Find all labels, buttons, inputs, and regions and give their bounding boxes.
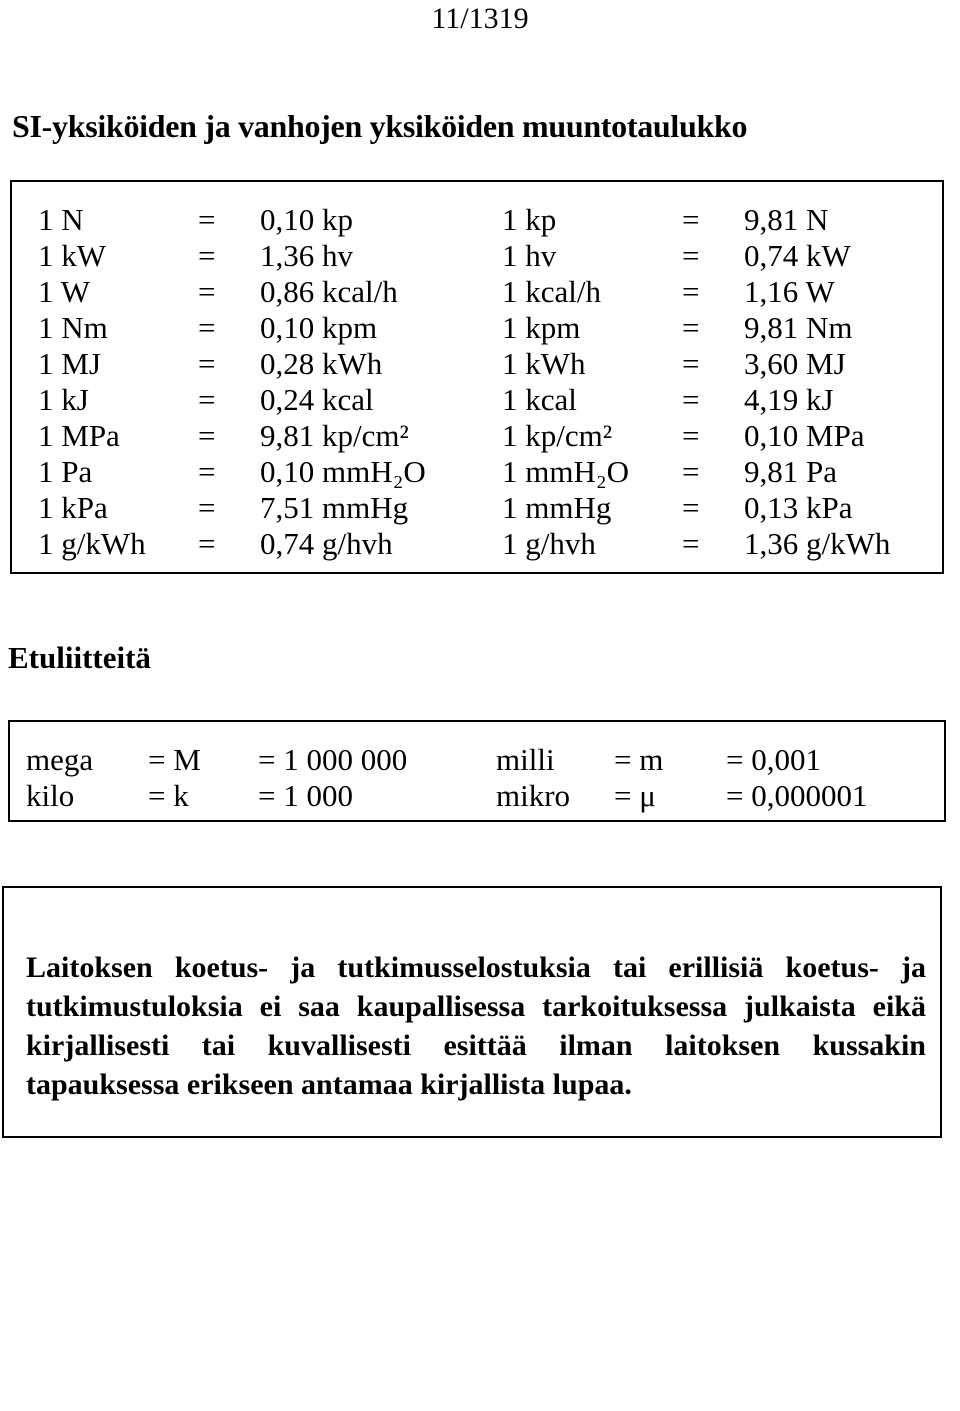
prefix-value: = 1 000 000 (258, 742, 408, 777)
prefix-symbol: = M (148, 742, 201, 777)
to-value: 0,74 g/hvh (260, 526, 393, 561)
equals-sign: = (198, 490, 216, 525)
equals-sign: = (198, 526, 216, 561)
from-unit: 1 Pa (38, 454, 93, 489)
from-unit-old: 1 kpm (502, 310, 581, 345)
copyright-notice: Laitoksen koetus- ja tutkimusselostuksia tai erillisiä koetus- ja tutkimustuloksia ei saa kaupallisessa tarkoituksessa julkaista eikä kirjallisesti tai kuvallisesti esittää ilman laitoksen kussakin tapauksessa erikseen antamaa kirjallista lupaa. (26, 951, 926, 1101)
to-value-si: 9,81 N (744, 202, 829, 237)
prefix-symbol: = m (614, 742, 664, 777)
to-value: 0,24 kcal (260, 382, 374, 417)
equals-sign: = (198, 382, 216, 417)
from-unit: 1 W (38, 274, 90, 309)
from-unit-old: 1 mmH₂O (502, 454, 630, 489)
page-number: 11/1319 (431, 2, 529, 35)
equals-sign: = (198, 202, 216, 237)
equals-sign: = (198, 238, 216, 273)
equals-sign: = (198, 310, 216, 345)
equals-sign: = (682, 490, 700, 525)
to-value-si: 9,81 Pa (744, 454, 837, 489)
to-value-si: 3,60 MJ (744, 346, 846, 381)
prefix-value: = 1 000 (258, 778, 353, 813)
to-value: 0,10 mmH₂O (260, 454, 426, 489)
equals-sign: = (198, 418, 216, 453)
to-value: 7,51 mmHg (260, 490, 409, 525)
prefix-symbol: = μ (614, 778, 656, 813)
equals-sign: = (682, 274, 700, 309)
from-unit-old: 1 mmHg (502, 490, 612, 525)
conversion-table (10, 180, 944, 574)
from-unit-old: 1 kp (502, 202, 557, 237)
prefix-name: mega (26, 742, 94, 777)
from-unit: 1 Nm (38, 310, 108, 345)
equals-sign: = (682, 238, 700, 273)
from-unit: 1 g/kWh (38, 526, 146, 561)
to-value-si: 0,74 kW (744, 238, 851, 273)
from-unit-old: 1 g/hvh (502, 526, 596, 561)
equals-sign: = (682, 382, 700, 417)
from-unit: 1 MJ (38, 346, 101, 381)
page-title: SI-yksiköiden ja vanhojen yksiköiden muuntotaulukko (12, 108, 748, 144)
to-value-si: 1,36 g/kWh (744, 526, 891, 561)
to-value-si: 9,81 Nm (744, 310, 853, 345)
prefix-value: = 0,000001 (726, 778, 868, 813)
from-unit: 1 MPa (38, 418, 120, 453)
prefix-name: kilo (26, 778, 75, 813)
to-value: 0,10 kpm (260, 310, 378, 345)
from-unit: 1 kPa (38, 490, 108, 525)
to-value-si: 1,16 W (744, 274, 835, 309)
equals-sign: = (682, 346, 700, 381)
prefix-symbol: = k (148, 778, 189, 813)
to-value-si: 0,10 MPa (744, 418, 865, 453)
to-value: 9,81 kp/cm² (260, 418, 409, 453)
equals-sign: = (682, 202, 700, 237)
from-unit-old: 1 kWh (502, 346, 586, 381)
from-unit-old: 1 kcal (502, 382, 577, 417)
to-value-si: 4,19 kJ (744, 382, 834, 417)
from-unit-old: 1 hv (502, 238, 557, 273)
equals-sign: = (198, 274, 216, 309)
to-value: 0,28 kWh (260, 346, 383, 381)
equals-sign: = (682, 454, 700, 489)
equals-sign: = (682, 526, 700, 561)
to-value: 0,10 kp (260, 202, 353, 237)
from-unit: 1 N (38, 202, 84, 237)
prefix-table (8, 720, 946, 822)
prefix-name: mikro (496, 778, 571, 813)
equals-sign: = (198, 454, 216, 489)
to-value: 1,36 hv (260, 238, 353, 273)
prefix-heading: Etuliitteitä (8, 640, 151, 675)
copyright-notice-box (2, 886, 942, 1138)
equals-sign: = (198, 346, 216, 381)
equals-sign: = (682, 310, 700, 345)
prefix-name: milli (496, 742, 555, 777)
prefix-value: = 0,001 (726, 742, 821, 777)
equals-sign: = (682, 418, 700, 453)
to-value-si: 0,13 kPa (744, 490, 853, 525)
to-value: 0,86 kcal/h (260, 274, 398, 309)
from-unit-old: 1 kcal/h (502, 274, 601, 309)
from-unit: 1 kW (38, 238, 107, 273)
from-unit-old: 1 kp/cm² (502, 418, 613, 453)
from-unit: 1 kJ (38, 382, 89, 417)
